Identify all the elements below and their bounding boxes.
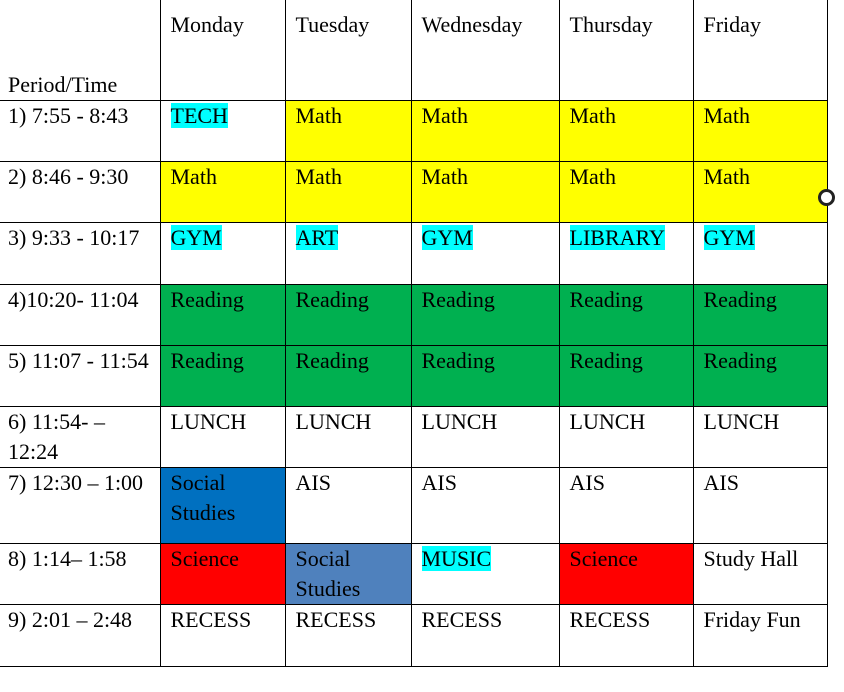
period-cell: 7) 12:30 – 1:00 (0, 467, 160, 543)
class-label: RECESS (295, 606, 377, 632)
class-label: Math (569, 102, 616, 128)
class-label: AIS (569, 469, 605, 495)
class-label: Math (421, 163, 468, 189)
class-label: Reading (421, 347, 495, 373)
day-header-thursday: Thursday (559, 0, 693, 100)
class-cell-thursday (559, 345, 693, 406)
class-cell-monday (160, 345, 285, 406)
class-label: Reading (569, 347, 643, 373)
class-label: Reading (295, 347, 369, 373)
schedule-row (0, 543, 827, 604)
class-label: RECESS (170, 606, 252, 632)
class-cell-tuesday (285, 284, 411, 345)
class-label: Reading (569, 286, 643, 312)
class-cell-monday (160, 161, 285, 222)
header-row (0, 0, 827, 100)
schedule-row (0, 284, 827, 345)
class-cell-thursday (559, 100, 693, 161)
class-cell-wednesday (411, 100, 559, 161)
corner-header: Period/Time (0, 0, 160, 100)
schedule-row (0, 222, 827, 284)
schedule-row (0, 467, 827, 543)
day-header-wednesday: Wednesday (411, 0, 559, 100)
class-label: LUNCH (703, 408, 780, 434)
class-cell-thursday (559, 284, 693, 345)
schedule-row (0, 100, 827, 161)
class-label: MUSIC (421, 545, 492, 571)
class-label: Science (569, 545, 638, 571)
schedule-row (0, 604, 827, 666)
class-cell-monday (160, 100, 285, 161)
class-label: AIS (703, 469, 739, 495)
class-cell-tuesday (285, 345, 411, 406)
period-cell: 2) 8:46 - 9:30 (0, 161, 160, 222)
schedule-row (0, 345, 827, 406)
class-label: LUNCH (170, 408, 247, 434)
class-label: TECH (170, 102, 228, 128)
class-label: LIBRARY (569, 224, 665, 250)
class-cell-monday (160, 543, 285, 604)
day-header-friday: Friday (693, 0, 827, 100)
class-label: AIS (295, 469, 331, 495)
schedule-row (0, 406, 827, 467)
class-label: RECESS (569, 606, 651, 632)
class-cell-friday (693, 467, 827, 543)
class-label: GYM (703, 224, 755, 250)
class-label: GYM (421, 224, 473, 250)
class-cell-thursday (559, 222, 693, 284)
class-cell-friday (693, 406, 827, 467)
day-header-monday: Monday (160, 0, 285, 100)
period-cell: 6) 11:54- – 12:24 (0, 406, 160, 467)
period-cell: 4)10:20- 11:04 (0, 284, 160, 345)
class-cell-tuesday (285, 100, 411, 161)
class-label: AIS (421, 469, 457, 495)
class-cell-wednesday (411, 467, 559, 543)
class-label: Reading (170, 347, 244, 373)
class-cell-thursday (559, 604, 693, 666)
class-cell-tuesday (285, 406, 411, 467)
class-cell-wednesday (411, 161, 559, 222)
class-label: Reading (295, 286, 369, 312)
class-label: Math (421, 102, 468, 128)
class-label: Study Hall (703, 545, 799, 571)
class-label: Math (170, 163, 217, 189)
class-cell-thursday (559, 467, 693, 543)
day-header-tuesday: Tuesday (285, 0, 411, 100)
period-cell: 5) 11:07 - 11:54 (0, 345, 160, 406)
class-cell-monday (160, 604, 285, 666)
class-label: RECESS (421, 606, 503, 632)
class-label: Reading (703, 347, 777, 373)
class-cell-monday (160, 467, 285, 543)
class-cell-monday (160, 222, 285, 284)
class-cell-tuesday (285, 604, 411, 666)
class-cell-tuesday (285, 467, 411, 543)
class-cell-friday (693, 222, 827, 284)
class-label: Math (703, 102, 750, 128)
class-cell-wednesday (411, 604, 559, 666)
class-cell-tuesday (285, 222, 411, 284)
class-cell-wednesday (411, 345, 559, 406)
class-label: LUNCH (569, 408, 646, 434)
period-cell: 8) 1:14– 1:58 (0, 543, 160, 604)
period-cell: 1) 7:55 - 8:43 (0, 100, 160, 161)
class-label: Math (703, 163, 750, 189)
schedule-row (0, 161, 827, 222)
class-label: LUNCH (421, 408, 498, 434)
resize-handle[interactable] (818, 189, 835, 206)
class-cell-thursday (559, 543, 693, 604)
class-label: Math (569, 163, 616, 189)
class-cell-friday (693, 100, 827, 161)
class-label: Friday Fun (703, 606, 801, 632)
class-cell-friday (693, 345, 827, 406)
class-label: Reading (703, 286, 777, 312)
period-cell: 9) 2:01 – 2:48 (0, 604, 160, 666)
class-label: ART (295, 224, 339, 250)
class-label: Math (295, 163, 342, 189)
class-cell-wednesday (411, 406, 559, 467)
class-cell-friday (693, 161, 827, 222)
class-label: Reading (421, 286, 495, 312)
class-cell-friday (693, 604, 827, 666)
class-cell-monday (160, 284, 285, 345)
class-cell-thursday (559, 406, 693, 467)
class-cell-wednesday (411, 222, 559, 284)
class-cell-friday (693, 543, 827, 604)
class-label: LUNCH (295, 408, 372, 434)
class-cell-thursday (559, 161, 693, 222)
class-cell-tuesday (285, 161, 411, 222)
class-label: Reading (170, 286, 244, 312)
class-cell-monday (160, 406, 285, 467)
class-cell-tuesday (285, 543, 411, 604)
period-cell: 3) 9:33 - 10:17 (0, 222, 160, 284)
table-edge-marker (827, 162, 828, 190)
class-label: Social Studies (295, 545, 361, 601)
class-cell-wednesday (411, 284, 559, 345)
class-cell-wednesday (411, 543, 559, 604)
class-cell-friday (693, 284, 827, 345)
class-label: Math (295, 102, 342, 128)
class-label: Science (170, 545, 239, 571)
class-label: GYM (170, 224, 222, 250)
class-label: Social Studies (170, 469, 236, 525)
